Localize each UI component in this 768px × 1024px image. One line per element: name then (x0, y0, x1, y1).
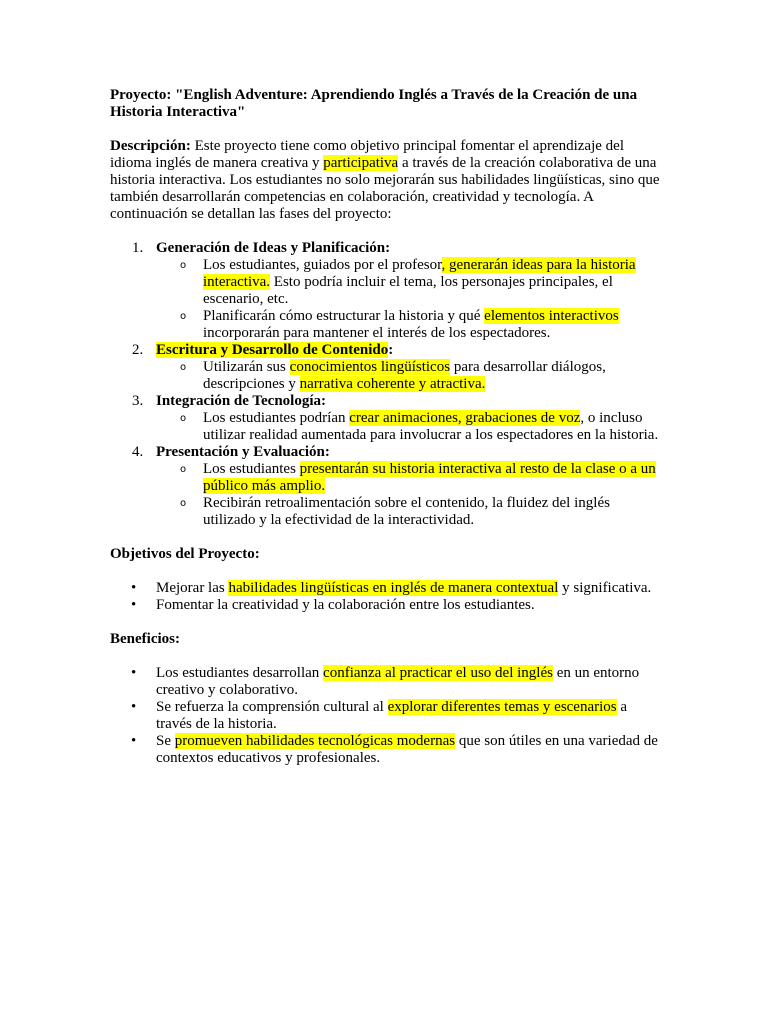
phase-title: Escritura y Desarrollo de Contenido (156, 342, 389, 358)
highlight: elementos interactivos (484, 308, 619, 324)
phase-number: 2. (132, 342, 144, 358)
benefits-list (110, 665, 660, 767)
list-item: • Los estudiantes desarrollan confianza al practicar el uso del inglés en un entorno creativo y colaborativo. (131, 665, 640, 698)
phase-number: 3. (132, 393, 144, 409)
sub-bullet-icon: o (180, 464, 187, 475)
highlight: presentarán su historia interactiva al resto de la clase o a un público más amplio. (203, 461, 656, 494)
sub-bullet-icon: o (180, 498, 187, 509)
sub-bullet-icon: o (180, 362, 187, 373)
highlight: confianza al practicar el uso del inglés (323, 665, 553, 681)
highlight: habilidades lingüísticas en inglés de manera contextual (228, 580, 559, 596)
sub-bullet-icon: o (180, 413, 187, 424)
objectives-list (110, 580, 660, 614)
list-item: • Se refuerza la comprensión cultural al explorar diferentes temas y escenarios a través de la historia. (131, 699, 628, 732)
list-item: • Mejorar las habilidades lingüísticas en inglés de manera contextual y significativa. (131, 580, 652, 596)
sub-bullet-icon: o (180, 311, 187, 322)
phase-sublist (156, 359, 660, 393)
document-title: Proyecto: "English Adventure: Aprendiendo Inglés a Través de la Creación de una Historia Interactiva" (110, 87, 638, 120)
phases-list (110, 240, 660, 529)
sub-item: o Los estudiantes, guiados por el profesor, generarán ideas para la historia interactiva. Esto podría incluir el tema, los personajes principales, el escenario, etc. (180, 257, 636, 307)
highlight: , generarán ideas para la historia interactiva. (203, 257, 636, 290)
list-item: • Fomentar la creatividad y la colaboración entre los estudiantes. (131, 597, 535, 613)
highlight: narrativa coherente y atractiva. (299, 376, 486, 392)
phase-title: Presentación y Evaluación: (156, 444, 330, 460)
phase-item (110, 444, 660, 529)
bullet-icon: • (131, 580, 137, 596)
phase-sublist (156, 410, 660, 444)
phase-sublist (156, 257, 660, 342)
sub-item: o Los estudiantes presentarán su historia interactiva al resto de la clase o a un público más amplio. (180, 461, 656, 494)
phase-title: Generación de Ideas y Planificación: (156, 240, 391, 256)
objectives-heading: Objetivos del Proyecto: (110, 546, 260, 562)
phase-number: 4. (132, 444, 144, 460)
sub-item: o Planificarán cómo estructurar la historia y qué elementos interactivos incorporarán para mantener el interés de los espectadores. (180, 308, 619, 341)
sub-bullet-icon: o (180, 260, 187, 271)
phase-title: Integración de Tecnología: (156, 393, 327, 409)
phase-item (110, 240, 660, 342)
sub-item: o Utilizarán sus conocimientos lingüísticos para desarrollar diálogos, descripciones y narrativa coherente y atractiva. (180, 359, 606, 392)
phase-item (110, 393, 660, 444)
description-paragraph: Descripción: Este proyecto tiene como objetivo principal fomentar el aprendizaje del idioma inglés de manera creativa y participativa a través de la creación colaborativa de una historia interactiva. Los estudiantes no solo mejorarán sus habilidades lingüísticas, sino que también desarrollarán competencias en colaboración, creatividad y tecnología. A continuación se detallan las fases del proyecto: (110, 138, 660, 222)
sub-item: o Recibirán retroalimentación sobre el contenido, la fluidez del inglés utilizado y la efectividad de la interactividad. (180, 495, 610, 528)
description-label: Descripción: (110, 138, 191, 154)
highlight: promueven habilidades tecnológicas modernas (174, 733, 456, 749)
document-page (110, 87, 660, 784)
highlight: participativa (323, 155, 399, 171)
list-item: • Se promueven habilidades tecnológicas modernas que son útiles en una variedad de contextos educativos y profesionales. (131, 733, 658, 766)
sub-item: o Los estudiantes podrían crear animaciones, grabaciones de voz, o incluso utilizar realidad aumentada para involucrar a los espectadores en la historia. (180, 410, 659, 443)
bullet-icon: • (131, 597, 137, 613)
bullet-icon: • (131, 665, 137, 681)
highlight: explorar diferentes temas y escenarios (387, 699, 617, 715)
phase-number: 1. (132, 240, 144, 256)
bullet-icon: • (131, 699, 137, 715)
highlight: conocimientos lingüísticos (289, 359, 451, 375)
phase-item: 2. Escritura y Desarrollo de Contenido: o Utilizarán sus conocimientos lingüísticos para desarrollar diálogos, descripciones y narrativa coherente y atractiva. (110, 342, 660, 393)
phase-sublist (156, 461, 660, 529)
benefits-heading: Beneficios: (110, 631, 180, 647)
highlight: crear animaciones, grabaciones de voz (349, 410, 581, 426)
bullet-icon: • (131, 733, 137, 749)
